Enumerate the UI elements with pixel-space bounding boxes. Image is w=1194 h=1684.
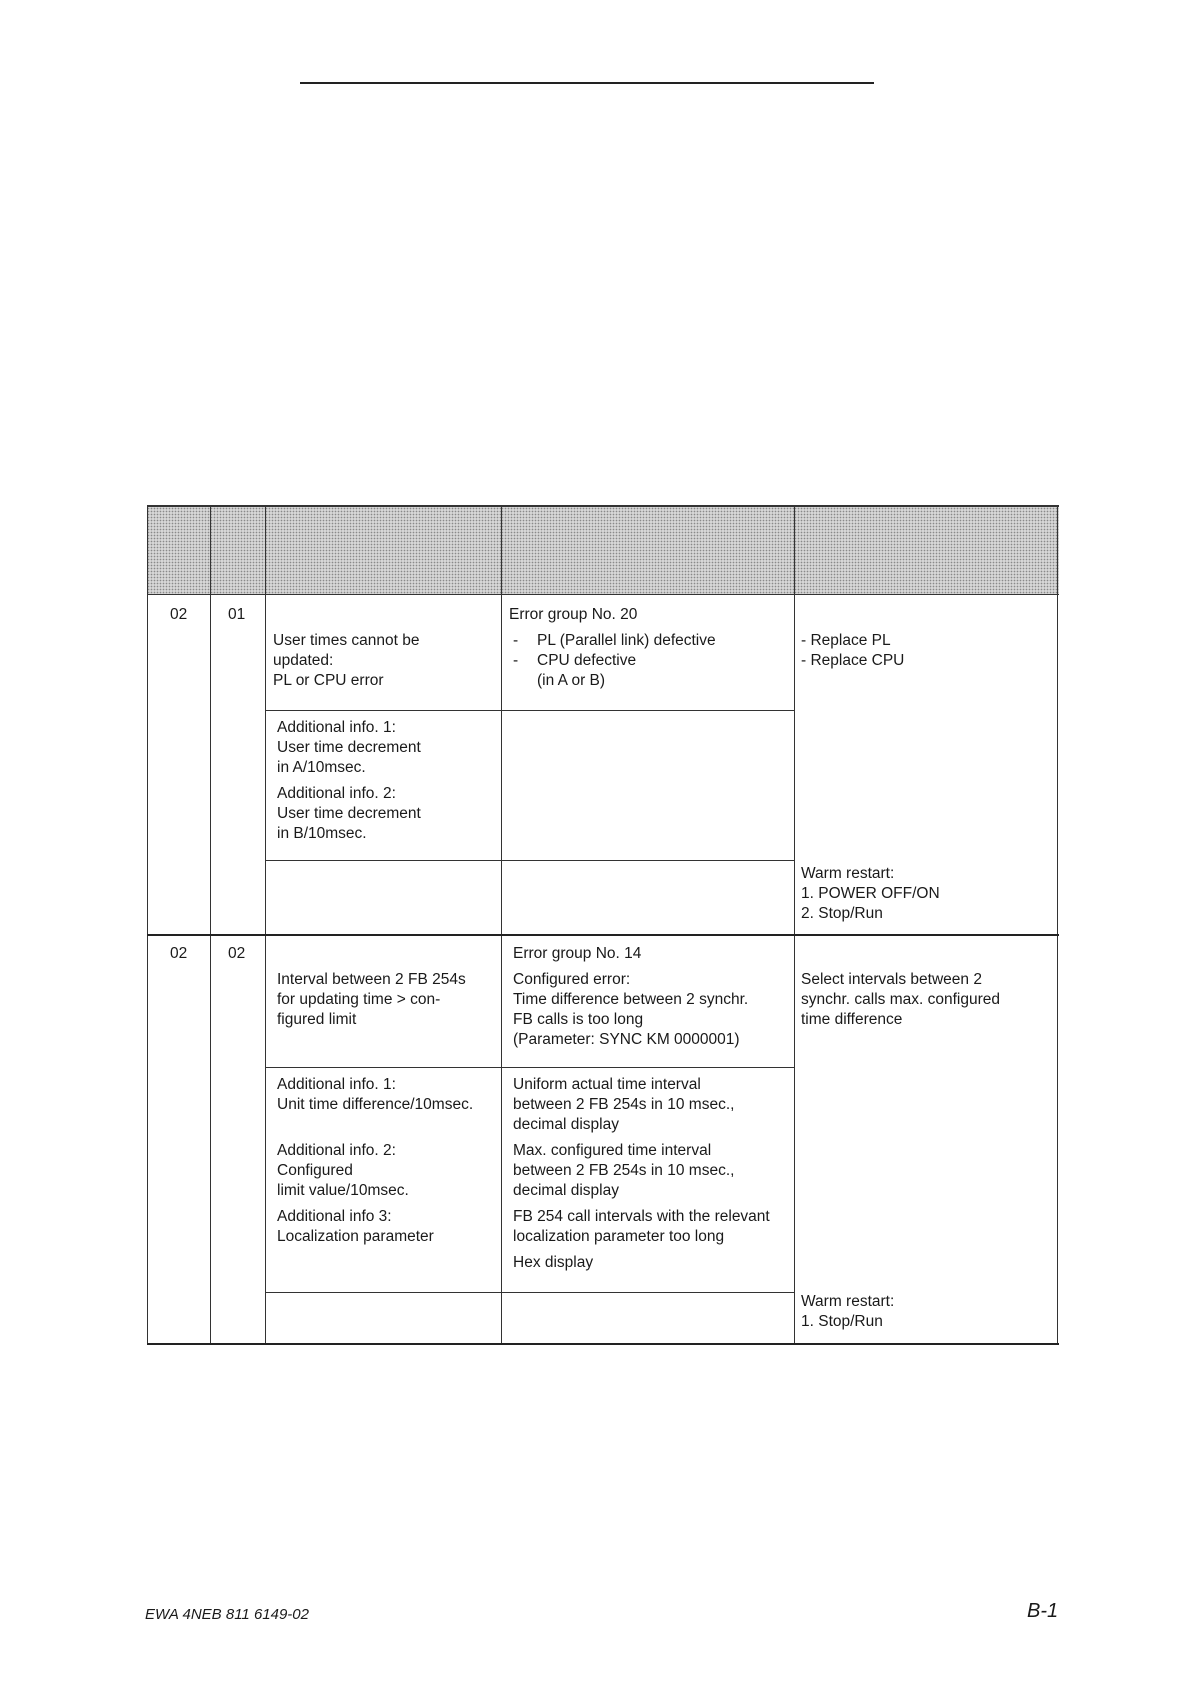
additional-line: Localization parameter [277,1228,434,1245]
row1-additional [277,718,421,844]
header-cell-5 [794,505,1059,595]
additional-line: Additional info. 2: [277,1142,396,1159]
row-separator [147,934,1059,936]
error-desc-line: Configured error: [513,971,631,988]
restart-line: 1. POWER OFF/ON [801,885,940,902]
restart-line: 2. Stop/Run [801,905,883,922]
additional-line: Additional info 3: [277,1208,392,1225]
table-border-right [1057,505,1058,1344]
document-number: EWA 4NEB 811 6149-02 [145,1606,309,1623]
additional-line: Additional info. 1: [277,719,396,736]
page-number: B-1 [1027,1600,1059,1622]
restart-line: Warm restart: [801,865,895,882]
header-cell-2 [210,505,265,595]
additional-line: in B/10msec. [277,825,367,842]
header-cell-4 [501,505,794,595]
row2-restart [801,1292,894,1332]
error-desc-line: (Parameter: SYNC KM 0000001) [513,1031,740,1048]
remedy-line: - Replace PL [801,632,891,649]
row2-cause [277,970,466,1030]
error-item-text: PL (Parallel link) defective [537,632,716,649]
additional-desc-line: decimal display [513,1116,619,1133]
table-border-left [147,505,148,1344]
additional-line: limit value/10msec. [277,1182,409,1199]
row1-restart [801,864,940,924]
remedy-line: time difference [801,1011,903,1028]
dash-marker: - [513,652,519,669]
remedy-line: - Replace CPU [801,652,905,669]
column-divider [794,505,795,1344]
error-item [509,631,716,651]
row-divider [265,1067,794,1068]
cause-line: Interval between 2 FB 254s [277,971,466,988]
additional-line: Additional info. 1: [277,1076,396,1093]
error-table [147,505,1059,1344]
restart-line: Warm restart: [801,1293,895,1310]
row2-additional-desc [513,1075,770,1273]
additional-desc-line: between 2 FB 254s in 10 msec., [513,1096,735,1113]
remedy-line: Select intervals between 2 [801,971,982,988]
error-group-label: Error group No. 20 [509,606,638,623]
row2-error [513,944,748,1050]
cause-line: updated: [273,652,334,669]
cause-line: figured limit [277,1011,357,1028]
additional-desc-line: localization parameter too long [513,1228,725,1245]
cause-line: for updating time > con- [277,991,441,1008]
column-divider [501,505,502,1344]
dash-marker: - [513,632,519,649]
additional-line: Configured [277,1162,353,1179]
row-divider [265,710,794,711]
row2-additional [277,1075,473,1247]
row2-col2: 02 [228,945,246,962]
error-group-label: Error group No. 14 [513,945,642,962]
additional-line: User time decrement [277,805,421,822]
error-item-text: CPU defective [537,652,637,669]
error-desc-line: FB calls is too long [513,1011,644,1028]
header-cell-3 [265,505,501,595]
header-cell-1 [147,505,210,595]
row1-remedy [801,631,904,671]
additional-line: in A/10msec. [277,759,366,776]
column-divider [265,505,266,1344]
row-divider [265,860,794,861]
error-item-text: (in A or B) [537,672,606,689]
top-rule [300,82,874,84]
additional-desc-line: FB 254 call intervals with the relevant [513,1208,770,1225]
error-item [509,651,716,671]
remedy-line: synchr. calls max. configured [801,991,1001,1008]
row1-cause [273,631,419,691]
cause-line: PL or CPU error [273,672,384,689]
error-desc-line: Time difference between 2 synchr. [513,991,749,1008]
additional-desc-line: Max. configured time interval [513,1142,712,1159]
cause-line: User times cannot be [273,632,420,649]
additional-desc-line: decimal display [513,1182,619,1199]
additional-desc-line: between 2 FB 254s in 10 msec., [513,1162,735,1179]
row2-col1: 02 [170,945,188,962]
additional-line: User time decrement [277,739,421,756]
row1-col1: 02 [170,606,188,623]
additional-line: Additional info. 2: [277,785,396,802]
row1-col2: 01 [228,606,246,623]
error-item [509,671,716,691]
row1-error [509,605,716,691]
row2-remedy [801,970,1000,1030]
column-divider [210,505,211,1344]
additional-desc-line: Hex display [513,1254,594,1271]
row-divider [265,1292,794,1293]
additional-desc-line: Uniform actual time interval [513,1076,701,1093]
restart-line: 1. Stop/Run [801,1313,883,1330]
additional-line: Unit time difference/10msec. [277,1096,474,1113]
table-border-bottom [147,1343,1059,1345]
